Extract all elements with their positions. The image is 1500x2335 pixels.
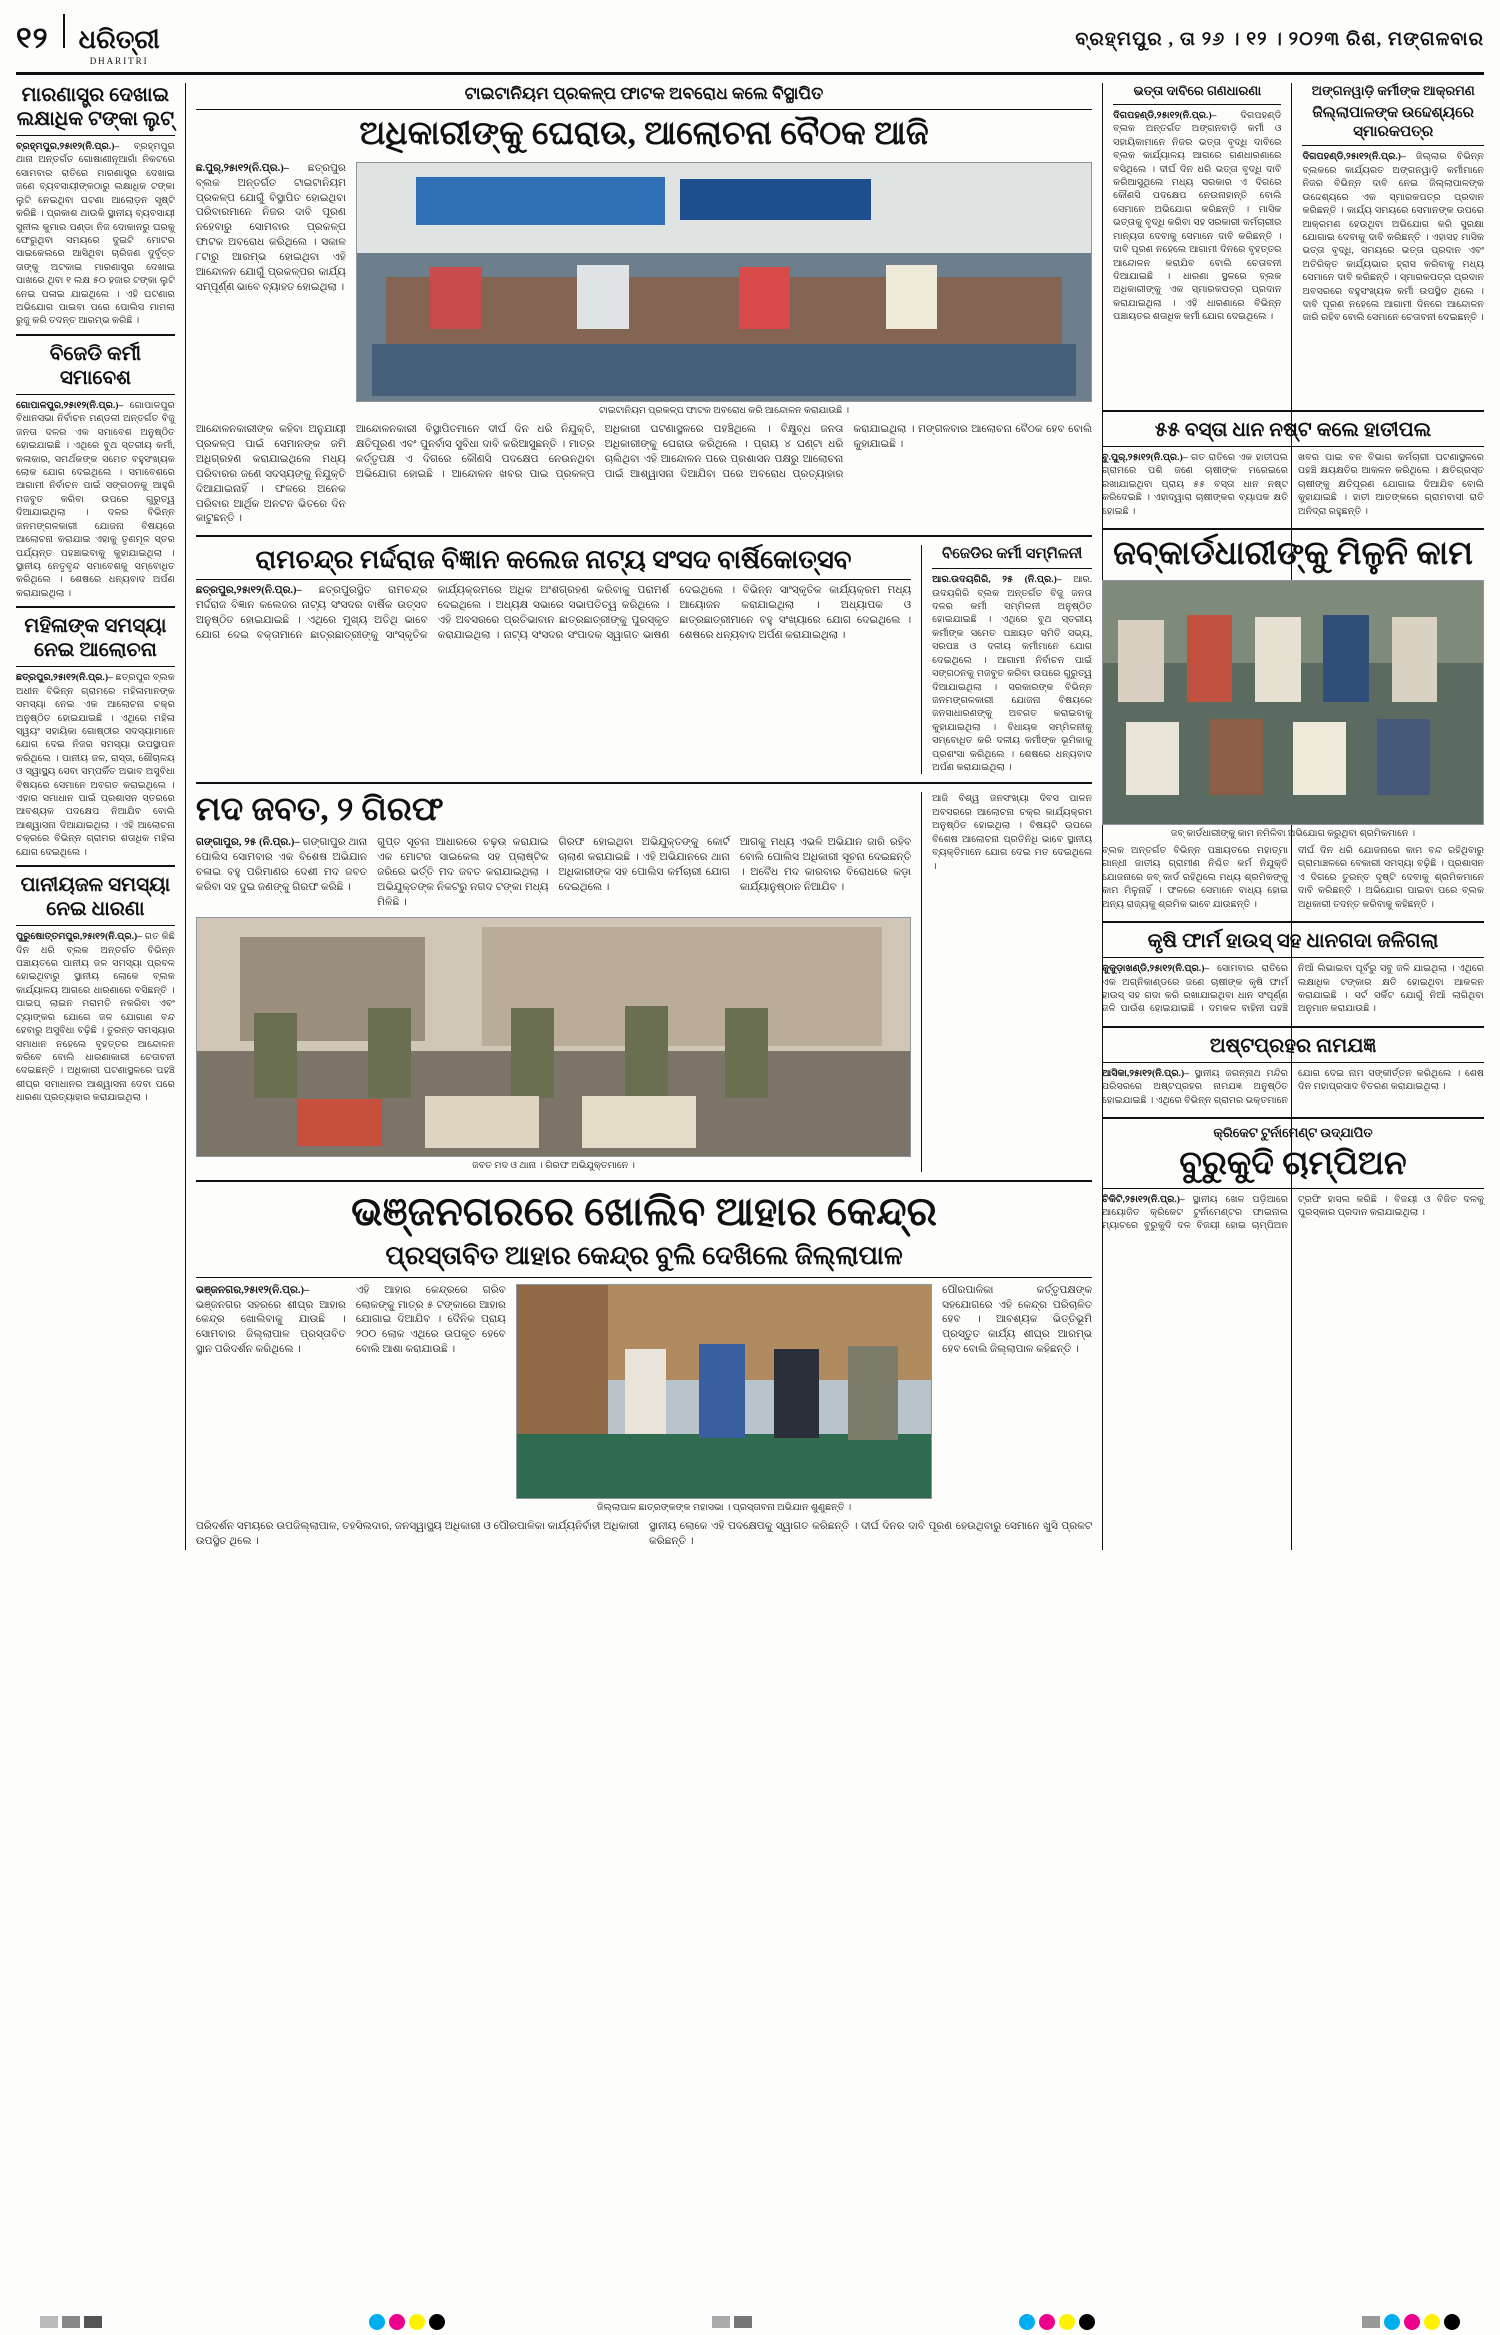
story-liquor-col1-text: ଗଙ୍ଗାପୁର ଥାନା ପୋଲିସ ସୋମବାର ଏକ ବିଶେଷ ଅଭିଯାନ ଚଳାଇ ବହୁ ପରିମାଣର ଦେଶୀ ମଦ ଜବତ କରିବା ସହ ଦୁଇ ଜଣଙ୍କୁ ଗିରଫ କରିଛି ।	[195, 837, 368, 893]
lead-photo	[356, 162, 1092, 402]
lead-col-1	[196, 162, 346, 417]
story-water-protest-dateline: ପୁରୁଷୋତ୍ତମପୁର,୨୫ା୧୨(ନି.ପ୍ର.)–	[16, 931, 142, 943]
story-jobcard-headline: ଜବ୍କାର୍ଡଧାରୀଙ୍କୁ ମିଳୁନି କାମ	[1113, 536, 1473, 573]
story-ahar-dateline: ଭଞ୍ଜନଗର,୨୫ା୧୨(ନି.ପ୍ର.)–	[195, 1284, 310, 1296]
story-water-protest-body	[16, 930, 175, 1104]
story-ahar-subhead: ପ୍ରସ୍ତାବିତ ଆହାର କେନ୍ଦ୍ର ବୁଲି ଦେଖିଲେ ଜିଲ୍ଲାପାଳ	[385, 1240, 903, 1270]
story-ahar-col6: ସ୍ଥାନୀୟ ଲୋକେ ଏହି ପଦକ୍ଷେପକୁ ସ୍ୱାଗତ କରିଛନ୍ତି । ଦୀର୍ଘ ଦିନର ଦାବି ପୂରଣ ହେଉଥିବାରୁ ସେମାନେ ଖୁସି ପ୍ରକଟ କରିଛନ୍ତି ।	[649, 1520, 1093, 1547]
masthead-left	[16, 14, 160, 66]
story-namajagna-headline: ଅଷ୍ଟପ୍ରହର ନାମଯଜ୍ଞ	[1209, 1034, 1377, 1057]
story-liquor-caption: ଜବତ ମଦ ଓ ଥାନା । ଗିରଫ ଅଭିଯୁକ୍ତମାନେ ।	[472, 1160, 635, 1171]
lead-col3-text: ବିକ୍ଷୁବ୍ଧ ଜନତା ଅଧିକାରୀଙ୍କୁ ଘେରାଉ କରିଥିଲେ । ପ୍ରାୟ ୪ ଘଣ୍ଟା ଧରି ଚାଲିଥିବା ଏହି ଆନ୍ଦୋଳନ ପରେ ପ୍ରଶାସନ ପକ୍ଷରୁ ଆଲୋଚନା ପାଇଁ ଆଶ୍ୱାସନା ଦିଆଯିବା ପରେ ଅବରୋଧ ପ୍ରତ୍ୟାହାର କରାଯାଇଥିଲା । ମଙ୍ଗଳବାର ଆଲୋଚନା ବୈଠକ ହେବ ବୋଲି କୁହାଯାଇଛି ।	[604, 424, 1093, 480]
story-farmhouse-headline: କୃଷି ଫାର୍ମ ହାଉସ୍ ସହ ଧାନଗଦା ଜଳିଗଲା	[1147, 930, 1439, 953]
story-farmhouse-text: ସୋମବାର ରାତିରେ ଏକ ଅଗ୍ନିକାଣ୍ଡରେ ଜଣେ ଚାଷୀଙ୍କ କୃଷି ଫାର୍ମ ହାଉସ୍ ସହ ଗଦା କରି ରଖାଯାଇଥିବା ଧାନ ସଂପୂର୍ଣ୍ଣ ଜଳି ପାଉଁଶ ହୋଇଯାଇଛି । ଦମକଳ ବାହିନୀ ପହଞ୍ଚି ନିଆଁ ଲିଭାଇବା ପୂର୍ବରୁ ସବୁ ଜଳି ଯାଇଥିଲା । ଏଥିରେ ଲକ୍ଷାଧିକ ଟଙ୍କାର କ୍ଷତି ହୋଇଥିବା ଆକଳନ କରାଯାଇଛି । ସର୍ଟ ସର୍କିଟ ଯୋଗୁଁ ନିଆଁ ଲାଗିଥିବା ଅନୁମାନ କରାଯାଉଛି ।	[1102, 963, 1484, 1015]
story-ahar-photo-wrap	[516, 1284, 932, 1514]
story-women-issues-dateline: ଛତ୍ରପୁର,୨୫ା୧୨(ନି.ପ୍ର.)–	[16, 672, 113, 684]
story-allowance-body	[1113, 109, 1281, 324]
masthead-logo: ଧରିତ୍ରୀ	[78, 25, 160, 54]
lead-col1-text: ଛତ୍ରପୁର ବ୍ଲକ ଅନ୍ତର୍ଗତ ଟାଇଟାନିୟମ ପ୍ରକଳ୍ପ ଯୋଗୁଁ ବିସ୍ଥାପିତ ହୋଇଥିବା ପରିବାରମାନେ ନିଜର ଦାବି ପୂରଣ ନହେବାରୁ ସୋମବାର ପ୍ରକଳ୍ପ ଫାଟକ ଅବରୋଧ କରିଥିଲେ । ସକାଳ ୮ଟାରୁ ଆରମ୍ଭ ହୋଇଥିବା ଏହି ଆନ୍ଦୋଳନ ଯୋଗୁଁ ପ୍ରକଳ୍ପର କାର୍ଯ୍ୟ ସମ୍ପୂର୍ଣ୍ଣ ଭାବେ ବ୍ୟାହତ ହୋଇଥିଲା ।	[195, 162, 346, 293]
story-liquor-seizure	[196, 792, 911, 1171]
story-cricket-text: ସ୍ଥାନୀୟ ଖେଳ ପଡ଼ିଆରେ ଆୟୋଜିତ କ୍ରିକେଟ ଟୁର୍ନାମେଣ୍ଟର ଫାଇନାଲ ମ୍ୟାଚରେ ବୁରୁକୁଦି ଦଳ ବିଜୟୀ ହୋଇ ଚାମ୍ପିଅନ ଟ୍ରଫି ହାସଲ କରିଛି । ବିଜୟୀ ଓ ବିଜିତ ଦଳକୁ ପୁରସ୍କାର ପ୍ରଦାନ କରାଯାଇଥିଲା ।	[1102, 1193, 1484, 1232]
lead-kicker: ଟାଇଟାନିୟମ ପ୍ରକଳ୍ପ ଫାଟକ ଅବରୋଧ କଲେ ବିସ୍ଥାପିତ	[464, 84, 824, 103]
story-ahar-col1-text: ଭଞ୍ଜନଗର ସହରରେ ଶୀଘ୍ର ଆହାର କେନ୍ଦ୍ର ଖୋଲିବାକୁ ଯାଉଛି । ସୋମବାର ଜିଲ୍ଲାପାଳ ପ୍ରସ୍ତାବିତ ସ୍ଥାନ ପରିଦର୍ଶନ କରିଥିଲେ ।	[195, 1299, 346, 1356]
story-cricket-headline: ବୁରୁକୁଦି ଚାମ୍ପିଅନ	[1179, 1146, 1407, 1183]
story-college-drama-body	[196, 584, 911, 644]
masthead-logo-sub: DHARITRI	[89, 56, 149, 66]
story-anganwadi-text: ଜିଲ୍ଲାର ବିଭିନ୍ନ ବ୍ଲକରେ କାର୍ଯ୍ୟରତ ଅଙ୍ଗନୱାଡ଼ି କର୍ମୀମାନେ ନିଜର ବିଭିନ୍ନ ଦାବି ନେଇ ଜିଲ୍ଲାପାଳଙ୍କ ଉଦ୍ଦେଶ୍ୟରେ ଏକ ସ୍ମାରକପତ୍ର ପ୍ରଦାନ କରିଛନ୍ତି । କାର୍ଯ୍ୟ ସମୟରେ ସେମାନଙ୍କ ଉପରେ ଆକ୍ରମଣ ହେଉଥିବା ଅଭିଯୋଗ କରି ସୁରକ୍ଷା ଯୋଗାଇ ଦେବାକୁ ଦାବି କରିଛନ୍ତି । ଏହାସହ ମାସିକ ଭତ୍ତା ବୃଦ୍ଧି, ସମୟରେ ଭତ୍ତା ପ୍ରଦାନ ଏବଂ ଅତିରିକ୍ତ କାର୍ଯ୍ୟଭାର ହ୍ରାସ କରିବାକୁ ମଧ୍ୟ ସେମାନେ ଦାବି କରିଛନ୍ତି । ସ୍ମାରକପତ୍ର ପ୍ରଦାନ ଅବସରରେ ବହୁସଂଖ୍ୟକ କର୍ମୀ ଉପସ୍ଥିତ ଥିଲେ । ଦାବି ପୂରଣ ନହେଲେ ଆଗାମୀ ଦିନରେ ଆନ୍ଦୋଳନ ଜାରି ରହିବ ବୋଲି ସେମାନେ ଚେତାବନୀ ଦେଇଛନ୍ତି ।	[1302, 151, 1484, 324]
story-women-issues	[16, 614, 175, 859]
story-bjd-rally	[16, 342, 175, 600]
story-farmhouse-dateline: କୁକୁଡ଼ାଖଣ୍ଡି,୨୫ା୧୨(ନି.ପ୍ର.)–	[1102, 963, 1210, 975]
print-registration-bar	[0, 2309, 1500, 2335]
story-ahar-col4	[942, 1284, 1092, 1514]
story-liquor-col3: ଗିରଫ ହୋଇଥିବା ଅଭିଯୁକ୍ତଙ୍କୁ କୋର୍ଟ ଚାଲାଣ କରାଯାଇଛି । ଏହି ଅଭିଯାନରେ ଥାନା ଅଧିକାରୀଙ୍କ ସହ ପୋଲିସ କର୍ମଚାରୀ ଯୋଗ ଦେଇଥିଲେ ।	[558, 837, 730, 893]
story-allowance-kicker: ଭତ୍ତା ଦାବିରେ ଗଣଧାରଣା	[1133, 83, 1262, 98]
story-women-issues-headline: ମହିଳାଙ୍କ ସମସ୍ୟା ନେଇ ଆଲୋଚନା	[24, 615, 167, 662]
story-jobcard-caption: ଜବ୍ କାର୍ଡଧାରୀଙ୍କୁ କାମ ନମିଳିବା ଅଭିଯୋଗ କରୁଥିବା ଶ୍ରମିକମାନେ ।	[1170, 828, 1416, 839]
story-ahar-headline: ଭଞ୍ଜନଗରରେ ଖୋଲିବ ଆହାର କେନ୍ଦ୍ର	[351, 1188, 937, 1234]
column-main	[196, 83, 1092, 1550]
story-bjd-rally-headline: ବିଜେଡି କର୍ମୀ ସମାବେଶ	[49, 342, 142, 389]
story-jobcard-col1: ବ୍ଲକ ଅନ୍ତର୍ଗତ ବିଭିନ୍ନ ପଞ୍ଚାୟତରେ ମହାତ୍ମା ଗାନ୍ଧୀ ଜାତୀୟ ଗ୍ରାମୀଣ ନିଶ୍ଚିତ କର୍ମ ନିଯୁକ୍ତି ଯୋଜନାରେ ଜବ୍ କାର୍ଡ ରହିଥିଲେ ମଧ୍ୟ ଶ୍ରମିକଙ୍କୁ କାମ ମିଳୁନାହିଁ । ଫଳରେ ସେମାନେ ବାଧ୍ୟ ହୋଇ ଅନ୍ୟ ରାଜ୍ୟକୁ ଶ୍ରମିକ ଭାବେ ଯାଉଛନ୍ତି ।	[1102, 845, 1288, 910]
story-ahar-col1	[196, 1284, 346, 1514]
lower-right-stack	[1102, 410, 1484, 1233]
story-college-drama-headline: ରାମଚନ୍ଦ୍ର ମର୍ଦ୍ଦରାଜ ବିଜ୍ଞାନ କଲେଜ ନାଟ୍ୟ ସଂସଦ ବାର୍ଷିକୋତ୍ସବ	[255, 545, 852, 575]
story-ahar-col3-text: ପୌରପାଳିକା କର୍ତ୍ତୃପକ୍ଷଙ୍କ ସହଯୋଗରେ ଏହି କେନ୍ଦ୍ର ପରିଚାଳିତ ହେବ । ଆବଶ୍ୟକ ଭିତ୍ତିଭୂମି ପ୍ରସ୍ତୁତ କାର୍ଯ୍ୟ ଶୀଘ୍ର ଆରମ୍ଭ ହେବ ବୋଲି ଜିଲ୍ଲାପାଳ କହିଛନ୍ତି ।	[942, 1284, 1093, 1356]
story-bjd-meet-cont	[932, 792, 1092, 1171]
registration-center	[712, 2316, 752, 2328]
registration-left	[40, 2316, 102, 2328]
story-farmhouse-body	[1102, 962, 1484, 1016]
story-liquor-col2: ଗୁପ୍ତ ସୂଚନା ଆଧାରରେ ଚଢ଼ଉ କରାଯାଇ ଏକ ମୋଟର ସାଇକେଲ ସହ ପ୍ଲାଷ୍ଟିକ ଜରିରେ ଭର୍ତ୍ତି ମଦ ଜବତ କରାଯାଇଥିଲା । ଅଭିଯୁକ୍ତଙ୍କ ନିକଟରୁ ନଗଦ ଟଙ୍କା ମଧ୍ୟ ମିଳିଛି ।	[377, 837, 549, 908]
lead-photo-wrap	[356, 162, 1092, 417]
story-cricket-kicker: କ୍ରିକେଟ ଟୁର୍ନାମେଣ୍ଟ ଉଦ୍ଯାପିତ	[1213, 1125, 1373, 1141]
story-anganwadi-dateline: ଦିଗପହଣ୍ଡି,୨୫ା୧୨(ନି.ପ୍ର.)–	[1302, 151, 1406, 163]
lead-photo-caption: ଟାଇଟାନିୟମ ପ୍ରକଳ୍ପ ଫାଟକ ଅବରୋଧ କରି ଆନ୍ଦୋଳନ କରାଯାଉଛି ।	[599, 405, 849, 416]
story-jobcard-col2: ଦୀର୍ଘ ଦିନ ଧରି ଯୋଜନାରେ କାମ ବନ୍ଦ ରହିଥିବାରୁ ଗ୍ରାମାଞ୍ଚଳରେ ବେକାରୀ ସମସ୍ୟା ବଢ଼ିଛି । ପ୍ରଶାସନ ଏ ଦିଗରେ ତୁରନ୍ତ ଦୃଷ୍ଟି ଦେବାକୁ ଶ୍ରମିକମାନେ ଦାବି କରିଛନ୍ତି । ଅଭିଯୋଗ ପାଇବା ପରେ ବ୍ଲକ ଅଧିକାରୀ ତଦନ୍ତ କରିବାକୁ କହିଛନ୍ତି ।	[1298, 845, 1484, 910]
lead-dateline: ଛ.ପୁର୍,୨୫ା୧୨(ନି.ପ୍ର.)–	[195, 162, 289, 174]
column-left	[16, 83, 175, 1550]
story-elephant-headline: ୫୫ ବସ୍ତା ଧାନ ନଷ୍ଟ କଲେ ହାତୀପଲ	[1154, 419, 1432, 441]
story-bjd-meet-dateline: ଆର.ଉଦୟଗିରି, ୨୫ (ନି.ପ୍ର.)–	[932, 574, 1074, 586]
story-college-drama	[196, 545, 911, 774]
page-number: ୧୨	[16, 22, 49, 55]
registration-right	[1362, 2314, 1460, 2330]
story-elephant-col1	[1102, 451, 1288, 518]
story-bjd-rally-body	[16, 399, 175, 600]
story-namajagna-dateline: ଆସିକା,୨୫ା୧୨(ନି.ପ୍ର.)–	[1102, 1067, 1189, 1079]
story-women-issues-body	[16, 671, 175, 859]
story-jobcard	[1102, 528, 1484, 911]
story-ahar-kendra	[196, 1190, 1092, 1550]
story-cricket-dateline: ଚିକିଟି,୨୫ା୧୨(ନି.ପ୍ର.)–	[1102, 1193, 1185, 1205]
story-namajagna-body	[1102, 1067, 1484, 1107]
story-elephant-dateline: ବୁ.ପୁର୍,୨୫ା୧୨(ନି.ପ୍ର.)–	[1102, 452, 1188, 463]
story-college-drama-col1: ଛତ୍ରପୁରସ୍ଥିତ ରାମଚନ୍ଦ୍ର ମର୍ଦ୍ଦରାଜ ବିଜ୍ଞାନ କଲେଜର ନାଟ୍ୟ ସଂସଦର ବାର୍ଷିକ ଉତ୍ସବ ଅନୁଷ୍ଠିତ ହୋଇଯାଇଛି । ଏଥିରେ ମୁଖ୍ୟ ଅତିଥି ଭାବେ ଯୋଗ ଦେଇ ବକ୍ତାମାନେ ଛାତ୍ରଛାତ୍ରୀଙ୍କୁ ସାଂସ୍କୃତିକ କାର୍ଯ୍ୟକ୍ରମରେ ଅଧିକ ଅଂଶଗ୍ରହଣ କରିବାକୁ ପରାମର୍ଶ ଦେଇଥିଲେ ।	[195, 585, 670, 641]
story-robbery-body	[16, 140, 175, 328]
story-ahar-photo	[516, 1284, 932, 1499]
story-bjd-rally-dateline: ଗୋପାଳପୁର,୨୫ା୧୨(ନି.ପ୍ର.)–	[16, 399, 124, 411]
story-liquor-col1	[196, 836, 367, 911]
story-allowance-protest	[1113, 83, 1281, 324]
story-bjd-meet-body	[932, 573, 1092, 774]
masthead-place-date: ବ୍ରହ୍ମପୁର , ତା ୨୬ । ୧୨ । ୨୦୨୩ ରିଶ, ମଙ୍ଗଳବାର	[1075, 29, 1484, 50]
story-bjd-meet-headline: ବିଜେଡିର କର୍ମୀ ସମ୍ମିଳନୀ	[942, 546, 1083, 563]
story-liquor-dateline: ଗଙ୍ଗାପୁର, ୨୫ (ନି.ପ୍ର.)–	[195, 837, 300, 849]
lead-col2-text: ଆନ୍ଦୋଳନକାରୀ ବିସ୍ଥାପିତମାନେ ଦୀର୍ଘ ଦିନ ଧରି ନିଯୁକ୍ତି, କ୍ଷତିପୂରଣ ଏବଂ ପୁନର୍ବାସ ସୁବିଧା ଦାବି କରିଆସୁଛନ୍ତି । ମାତ୍ର କର୍ତ୍ତୃପକ୍ଷ ଏ ଦିଗରେ କୌଣସି ପଦକ୍ଷେପ ନେଉନଥିବା ଅଭିଯୋଗ ହୋଇଛି । ଆନ୍ଦୋଳନ ଖବର ପାଇ ପ୍ରକଳ୍ପ ଅଧିକାରୀ ଘଟଣାସ୍ଥଳରେ ପହଞ୍ଚିଥିଲେ ।	[355, 424, 771, 480]
story-ahar-col5: ପରିଦର୍ଶନ ସମୟରେ ଉପଜିଲ୍ଲାପାଳ, ତହସିଲଦାର, ଜନସ୍ୱାସ୍ଥ୍ୟ ଅଧିକାରୀ ଓ ପୌରପାଳିକା କାର୍ଯ୍ୟନିର୍ବାହୀ ଅଧିକାରୀ ଉପସ୍ଥିତ ଥିଲେ ।	[195, 1520, 640, 1547]
story-bjd-meet-text: ଆର. ଉଦୟଗିରି ବ୍ଲକ ଅନ୍ତର୍ଗତ ବିଜୁ ଜନତା ଦଳର କର୍ମୀ ସମ୍ମିଳନୀ ଅନୁଷ୍ଠିତ ହୋଇଯାଇଛି । ଏଥିରେ ବୁଥ ସ୍ତରୀୟ କର୍ମୀଙ୍କ ସମେତ ପଞ୍ଚାୟତ ସମିତି ସଭ୍ୟ, ସରପଞ୍ଚ ଓ ଦଳୀୟ କର୍ମୀମାନେ ଯୋଗ ଦେଇଥିଲେ । ଆଗାମୀ ନିର୍ବାଚନ ପାଇଁ ସଙ୍ଗଠନକୁ ମଜବୁତ କରିବା ଉପରେ ଗୁରୁତ୍ୱ ଦିଆଯାଇଥିଲା । ସରକାରଙ୍କ ବିଭିନ୍ନ ଜନମଙ୍ଗଳକାରୀ ଯୋଜନା ବିଷୟରେ ଜନସାଧାରଣଙ୍କୁ ଅବଗତ କରାଇବାକୁ କୁହାଯାଇଥିଲା । ବିଧାୟକ ସମ୍ମିଳନୀକୁ ସମ୍ବୋଧିତ କରି ଦଳୀୟ କର୍ମୀଙ୍କ ଭୂମିକାକୁ ପ୍ରଶଂସା କରିଥିଲେ । ଶେଷରେ ଧନ୍ୟବାଦ ଅର୍ପଣ କରାଯାଇଥିଲା ।	[932, 574, 1093, 774]
story-college-drama-col3: ବିଭିନ୍ନ ସାଂସ୍କୃତିକ କାର୍ଯ୍ୟକ୍ରମ ମଧ୍ୟ ଆୟୋଜନ କରାଯାଇଥିଲା । ଅଧ୍ୟାପକ ଓ ଛାତ୍ରଛାତ୍ରୀମାନେ ବହୁ ସଂଖ୍ୟାରେ ଯୋଗ ଦେଇଥିଲେ । ଶେଷରେ ଧନ୍ୟବାଦ ଅର୍ପଣ କରାଯାଇଥିଲା ।	[679, 585, 912, 641]
story-liquor-photo	[196, 917, 911, 1157]
story-farmhouse-fire	[1102, 921, 1484, 1016]
story-robbery-text: ବ୍ରହ୍ମପୁର ଥାନା ଅନ୍ତର୍ଗତ ଗୋଷାଣୀନୂଆଗାଁ ନିକଟରେ ସୋମବାର ରାତିରେ ମାରଣାସ୍ତ୍ର ଦେଖାଇ ଜଣେ ବ୍ୟବସାୟୀଙ୍କଠାରୁ ଲକ୍ଷାଧିକ ଟଙ୍କା ଲୁଟି ନେଇଥିବା ଘଟଣା ଆଲୋଡ଼ନ ସୃଷ୍ଟି କରିଛି । ପ୍ରକାଶ ଥାଉକି ସ୍ଥାନୀୟ ବ୍ୟବସାୟୀ ସୁନୀଲ କୁମାର ପଣ୍ଡା ନିଜ ଦୋକାନରୁ ଘରକୁ ଫେରୁଥିବା ସମୟରେ ଦୁଇଟି ମୋଟର ସାଇକେଲରେ ଆସିଥିବା ଚାରିଜଣ ଦୁର୍ବୃତ୍ତ ତାଙ୍କୁ ଅଟକାଇ ମାରଣାସ୍ତ୍ର ଦେଖାଇ ପାଖରେ ଥିବା ୧ ଲକ୍ଷ ୫୦ ହଜାର ଟଙ୍କା ଲୁଟି ନେଇ ପଳାଇ ଯାଇଥିଲେ । ଏହି ଘଟଣାର ଅଭିଯୋଗ ପାଇବା ପରେ ପୋଲିସ ମାମଲା ରୁଜୁ କରି ତଦନ୍ତ ଆରମ୍ଭ କରିଛି ।	[16, 141, 175, 327]
lead-headline: ଅଧିକାରୀଙ୍କୁ ଘେରାଉ, ଆଲୋଚନା ବୈଠକ ଆଜି	[359, 116, 929, 153]
story-water-protest-text: ଗତ କିଛି ଦିନ ଧରି ବ୍ଲକ ଅନ୍ତର୍ଗତ ବିଭିନ୍ନ ପଞ୍ଚାୟତରେ ପାନୀୟ ଜଳ ସମସ୍ୟା ପ୍ରବଳ ହୋଇଥିବାରୁ ସ୍ଥାନୀୟ ଲୋକେ ବ୍ଲକ କାର୍ଯ୍ୟାଳୟ ଆଗରେ ଧାରଣାରେ ବସିଛନ୍ତି । ପାଇପ୍ ଲାଇନ ମରାମତି ନକରିବା ଏବଂ ଟ୍ୟାଙ୍କର ଯୋଗେ ଜଳ ଯୋଗାଣ ବନ୍ଦ ହେବାରୁ ଅସୁବିଧା ବଢ଼ିଛି । ତୁରନ୍ତ ସମସ୍ୟାର ସମାଧାନ ନହେଲେ ବୃହତ୍ତର ଆନ୍ଦୋଳନ କରିବେ ବୋଲି ଧାରଣାକାରୀ ଚେତାବନୀ ଦେଇଛନ୍ତି । ଅଧିକାରୀ ଘଟଣାସ୍ଥଳରେ ପହଞ୍ଚି ଶୀଘ୍ର ସମାଧାନର ଆଶ୍ୱାସନା ଦେବା ପରେ ଧାରଣା ପ୍ରତ୍ୟାହାର କରାଯାଇଥିଲା ।	[16, 931, 175, 1104]
lead-lower-columns	[356, 423, 1092, 527]
registration-center-left	[369, 2314, 445, 2330]
story-robbery-dateline: ବ୍ରହ୍ମପୁର,୨୫ା୧୨(ନି.ପ୍ର.)–	[16, 141, 120, 152]
story-bjd-rally-text: ଗୋପାଳପୁର ବିଧାନସଭା ନିର୍ବାଚନ ମଣ୍ଡଳୀ ଅନ୍ତର୍ଗତ ବିଜୁ ଜନତା ଦଳର ଏକ ସମାବେଶ ଅନୁଷ୍ଠିତ ହୋଇଯାଇଛି । ଏଥିରେ ବୁଥ ସ୍ତରୀୟ କର୍ମୀ, କଳାକାର, ସମର୍ଥକଙ୍କ ସମେତ ବହୁସଂଖ୍ୟକ ଲୋକ ଯୋଗ ଦେଇଥିଲେ । ସମାବେଶରେ ଆଗାମୀ ନିର୍ବାଚନ ପାଇଁ ସଙ୍ଗଠନକୁ ଆହୁରି ମଜବୁତ କରିବା ଉପରେ ଗୁରୁତ୍ୱ ଦିଆଯାଇଥିଲା । ଦଳର ବିଭିନ୍ନ ଜନମଙ୍ଗଳକାରୀ ଯୋଜନା ବିଷୟରେ ଆଲୋଚନା କରାଯାଇ ଏହାକୁ ତୃଣମୂଳ ସ୍ତର ପର୍ଯ୍ୟନ୍ତ ପହଞ୍ଚାଇବାକୁ କୁହାଯାଇଥିଲା । ସ୍ଥାନୀୟ ନେତୃବୃନ୍ଦ ସମାବେଶକୁ ସମ୍ବୋଧିତ କରିଥିଲେ । ଶେଷରେ ଧନ୍ୟବାଦ ଅର୍ପଣ କରାଯାଇଥିଲା ।	[16, 399, 175, 599]
story-water-protest	[16, 873, 175, 1104]
story-ahar-caption: ଜିଲ୍ଲାପାଳ ଛାତ୍ରଙ୍କଙ୍କ ମହାସଭା । ପ୍ରସ୍ତାବନା ଅଭିଯାନ ଶୁଣୁଛନ୍ତି ।	[596, 1502, 852, 1513]
story-cricket	[1102, 1117, 1484, 1233]
story-cricket-body	[1102, 1193, 1484, 1233]
story-bjd-meet-note: ଆଜି ବିଶ୍ୱ ଜନସଂଖ୍ୟା ଦିବସ ପାଳନ ଅବସରରେ ଆଲୋଚନା ଚକ୍ର କାର୍ଯ୍ୟକ୍ରମ ଅନୁଷ୍ଠିତ ହୋଇଥିଲା । ବିଷୟଟି ଉପରେ ବିଶେଷ ଆଲୋଚନା ପ୍ରତିନିଧି ଭାବେ ସ୍ଥାନୀୟ ବ୍ୟକ୍ତିମାନେ ଯୋଗ ଦେଇ ମତ ଦେଇଥିଲେ ।	[932, 793, 1093, 872]
lead-story	[196, 83, 1092, 527]
story-robbery-headline: ମାରଣାସ୍ତ୍ର ଦେଖାଇ ଲକ୍ଷାଧିକ ଟଙ୍କା ଲୁଟ୍	[16, 84, 175, 130]
masthead-logo-block	[79, 25, 160, 66]
story-bjd-meet	[932, 545, 1092, 774]
story-anganwadi-headline: ଜିଲ୍ଲାପାଳଙ୍କ ଉଦ୍ଦେଶ୍ୟରେ ସ୍ମାରକପତ୍ର	[1312, 104, 1475, 140]
lead-col1-cont: ଆନ୍ଦୋଳନକାରୀଙ୍କ କହିବା ଅନୁଯାୟୀ ପ୍ରକଳ୍ପ ପାଇଁ ସେମାନଙ୍କ ଜମି ଅଧିଗ୍ରହଣ କରାଯାଇଥିଲେ ମଧ୍ୟ ପରିବାରର ଜଣେ ସଦସ୍ୟଙ୍କୁ ନିଯୁକ୍ତି ଦିଆଯାଇନାହିଁ । ଫଳରେ ଅନେକ ପରିବାର ଆର୍ଥିକ ଅନଟନ ଭିତରେ ଦିନ କାଟୁଛନ୍ତି ।	[195, 424, 346, 525]
registration-center-right	[1019, 2314, 1095, 2330]
story-robbery	[16, 83, 175, 328]
masthead	[16, 14, 1484, 75]
story-college-drama-col2: ଅଧ୍ୟକ୍ଷ ସଭାରେ ସଭାପତିତ୍ୱ କରିଥିଲେ । ଏହି ଅବସରରେ ପ୍ରତିଭାବାନ ଛାତ୍ରଛାତ୍ରୀଙ୍କୁ ପୁରସ୍କୃତ କରାଯାଇଥିଲା । ନାଟ୍ୟ ସଂସଦର ସଂପାଦକ ସ୍ୱାଗତ ଭାଷଣ ଦେଇଥିଲେ ।	[437, 585, 736, 641]
story-water-protest-headline: ପାନୀୟଜଳ ସମସ୍ୟା ନେଇ ଧାରଣା	[20, 874, 171, 921]
story-namajagna	[1102, 1026, 1484, 1107]
story-jobcard-photo	[1102, 580, 1484, 825]
story-elephant-col1-text: ଗତ ରାତିରେ ଏକ ହାତୀପଲ ଗ୍ରାମରେ ପଶି ଜଣେ ଚାଷୀଙ୍କ ମରେଇରେ ରଖାଯାଇଥିବା ପ୍ରାୟ ୫୫ ବସ୍ତା ଧାନ ନଷ୍ଟ କରିଦେଇଛି । ଏହାଦ୍ୱାରା ଚାଷୀଙ୍କର ବ୍ୟାପକ କ୍ଷତି ହୋଇଛି ।	[1102, 452, 1288, 517]
story-ahar-col2: ଏହି ଆହାର କେନ୍ଦ୍ରରେ ଗରିବ ଲୋକଙ୍କୁ ମାତ୍ର ୫ ଟଙ୍କାରେ ଆହାର ଯୋଗାଇ ଦିଆଯିବ । ଦୈନିକ ପ୍ରାୟ ୨୦୦ ଲୋକ ଏଥିରେ ଉପକୃତ ହେବେ ବୋଲି ଆଶା କରାଯାଉଛି ।	[355, 1284, 506, 1356]
story-namajagna-text: ସ୍ଥାନୀୟ ଜଗନ୍ନାଥ ମନ୍ଦିର ପରିସରରେ ଅଷ୍ଟପ୍ରହର ନାମଯଜ୍ଞ ଅନୁଷ୍ଠିତ ହୋଇଯାଇଛି । ଏଥିରେ ବିଭିନ୍ନ ଗ୍ରାମର ଭକ୍ତମାନେ ଯୋଗ ଦେଇ ନାମ ସଙ୍କୀର୍ତ୍ତନ କରିଥିଲେ । ଶେଷ ଦିନ ମହାପ୍ରସାଦ ବିତରଣ କରାଯାଇଥିଲା ।	[1102, 1067, 1484, 1106]
column-divider-1	[185, 83, 186, 1550]
story-allowance-dateline: ଦିଗପହଣ୍ଡି,୨୫ା୧୨(ନି.ପ୍ର.)–	[1113, 109, 1217, 121]
story-allowance-text: ଦିଗପହଣ୍ଡି ବ୍ଲକ ଅନ୍ତର୍ଗତ ଅଙ୍ଗନବାଡ଼ି କର୍ମୀ ଓ ସହାୟିକାମାନେ ନିଜର ଭତ୍ତା ବୃଦ୍ଧି ଦାବିରେ ବ୍ଲକ କାର୍ଯ୍ୟାଳୟ ଆଗରେ ଗଣଧାରଣାରେ ବସିଥିଲେ । ଦୀର୍ଘ ଦିନ ଧରି ଭତ୍ତା ବୃଦ୍ଧି ଦାବି କରିଆସୁଥିଲେ ମଧ୍ୟ ସରକାର ଏ ଦିଗରେ କୌଣସି ପଦକ୍ଷେପ ନେଉନାହାନ୍ତି ବୋଲି ସେମାନେ ଅଭିଯୋଗ କରିଛନ୍ତି । ମାସିକ ଭତ୍ତାକୁ ବୃଦ୍ଧି କରିବା ସହ ସରକାରୀ କର୍ମଚାରୀର ମାନ୍ୟତା ଦେବାକୁ ସେମାନେ ଦାବି କରିଛନ୍ତି । ଦାବି ପୂରଣ ନହେଲେ ଆଗାମୀ ଦିନରେ ବୃହତ୍ତର ଆନ୍ଦୋଳନ କରାଯିବ ବୋଲି ଚେତାବନୀ ଦିଆଯାଇଛି । ଧାରଣା ସ୍ଥଳରେ ବ୍ଲକ ଅଧିକାରୀଙ୍କୁ ଏକ ସ୍ମାରକପତ୍ର ପ୍ରଦାନ କରାଯାଇଥିଲା । ଏହି ଧାରଣାରେ ବିଭିନ୍ନ ପଞ୍ଚାୟତର ଶତାଧିକ କର୍ମୀ ଯୋଗ ଦେଇଥିଲେ ।	[1113, 109, 1282, 323]
story-college-drama-dateline: ଛତ୍ରପୁର,୨୫ା୧୨(ନି.ପ୍ର.)–	[195, 585, 302, 597]
story-women-issues-text: ଛତ୍ରପୁର ବ୍ଲକ ଅଧୀନ ବିଭିନ୍ନ ଗ୍ରାମରେ ମହିଳାମାନଙ୍କ ସମସ୍ୟା ନେଇ ଏକ ଆଲୋଚନା ଚକ୍ର ଅନୁଷ୍ଠିତ ହୋଇଯାଇଛି । ଏଥିରେ ମହିଳା ସ୍ୱୟଂ ସହାୟିକା ଗୋଷ୍ଠୀର ସଦସ୍ୟାମାନେ ଯୋଗ ଦେଇ ନିଜର ସମସ୍ୟା ଉପସ୍ଥାପନ କରିଥିଲେ । ପାନୀୟ ଜଳ, ରାସ୍ତା, ଶୌଚାଳୟ ଓ ସ୍ୱାସ୍ଥ୍ୟ ସେବା ସମ୍ପର୍କିତ ଅଭାବ ଅସୁବିଧା ବିଷୟରେ ସେମାନେ ଅବଗତ କରାଇଥିଲେ । ଏହାର ସମାଧାନ ପାଇଁ ପ୍ରଶାସନ ସ୍ତରରେ ଆବଶ୍ୟକ ପଦକ୍ଷେପ ନିଆଯିବ ବୋଲି ଆଶ୍ୱାସନା ଦିଆଯାଇଥିଲା । ଏହି ଆଲୋଚନା ଚକ୍ରରେ ବିଭିନ୍ନ ଗ୍ରାମର ଶତାଧିକ ମହିଳା ଯୋଗ ଦେଇଥିଲେ ।	[16, 672, 175, 858]
story-anganwadi-memo	[1302, 83, 1484, 325]
story-liquor-headline: ମଦ ଜବତ, ୨ ଗିରଫ	[195, 792, 444, 829]
story-elephant-col2: ଖବର ପାଇ ବନ ବିଭାଗ କର୍ମଚାରୀ ଘଟଣାସ୍ଥଳରେ ପହଞ୍ଚି କ୍ଷୟକ୍ଷତିର ଆକଳନ କରିଥିଲେ । କ୍ଷତିଗ୍ରସ୍ତ ଚାଷୀଙ୍କୁ କ୍ଷତିପୂରଣ ଯୋଗାଇ ଦିଆଯିବ ବୋଲି କୁହାଯାଇଛି । ହାତୀ ଆତଙ୍କରେ ଗ୍ରାମବାସୀ ରାତି ଅନିଦ୍ରା ରହୁଛନ୍ତି ।	[1298, 452, 1484, 517]
story-anganwadi-body	[1302, 150, 1484, 324]
story-anganwadi-kicker: ଅଙ୍ଗନୱାଡ଼ି କର୍ମୀଙ୍କ ଆକ୍ରମଣ	[1311, 83, 1475, 98]
story-liquor-col4: ଆଗକୁ ମଧ୍ୟ ଏଭଳି ଅଭିଯାନ ଜାରି ରହିବ ବୋଲି ପୋଲିସ ଅଧିକାରୀ ସୂଚନା ଦେଇଛନ୍ତି । ଅବୈଧ ମଦ କାରବାର ବିରୋଧରେ କଡ଼ା କାର୍ଯ୍ୟାନୁଷ୍ଠାନ ନିଆଯିବ ।	[739, 837, 912, 893]
story-elephant	[1102, 410, 1484, 518]
